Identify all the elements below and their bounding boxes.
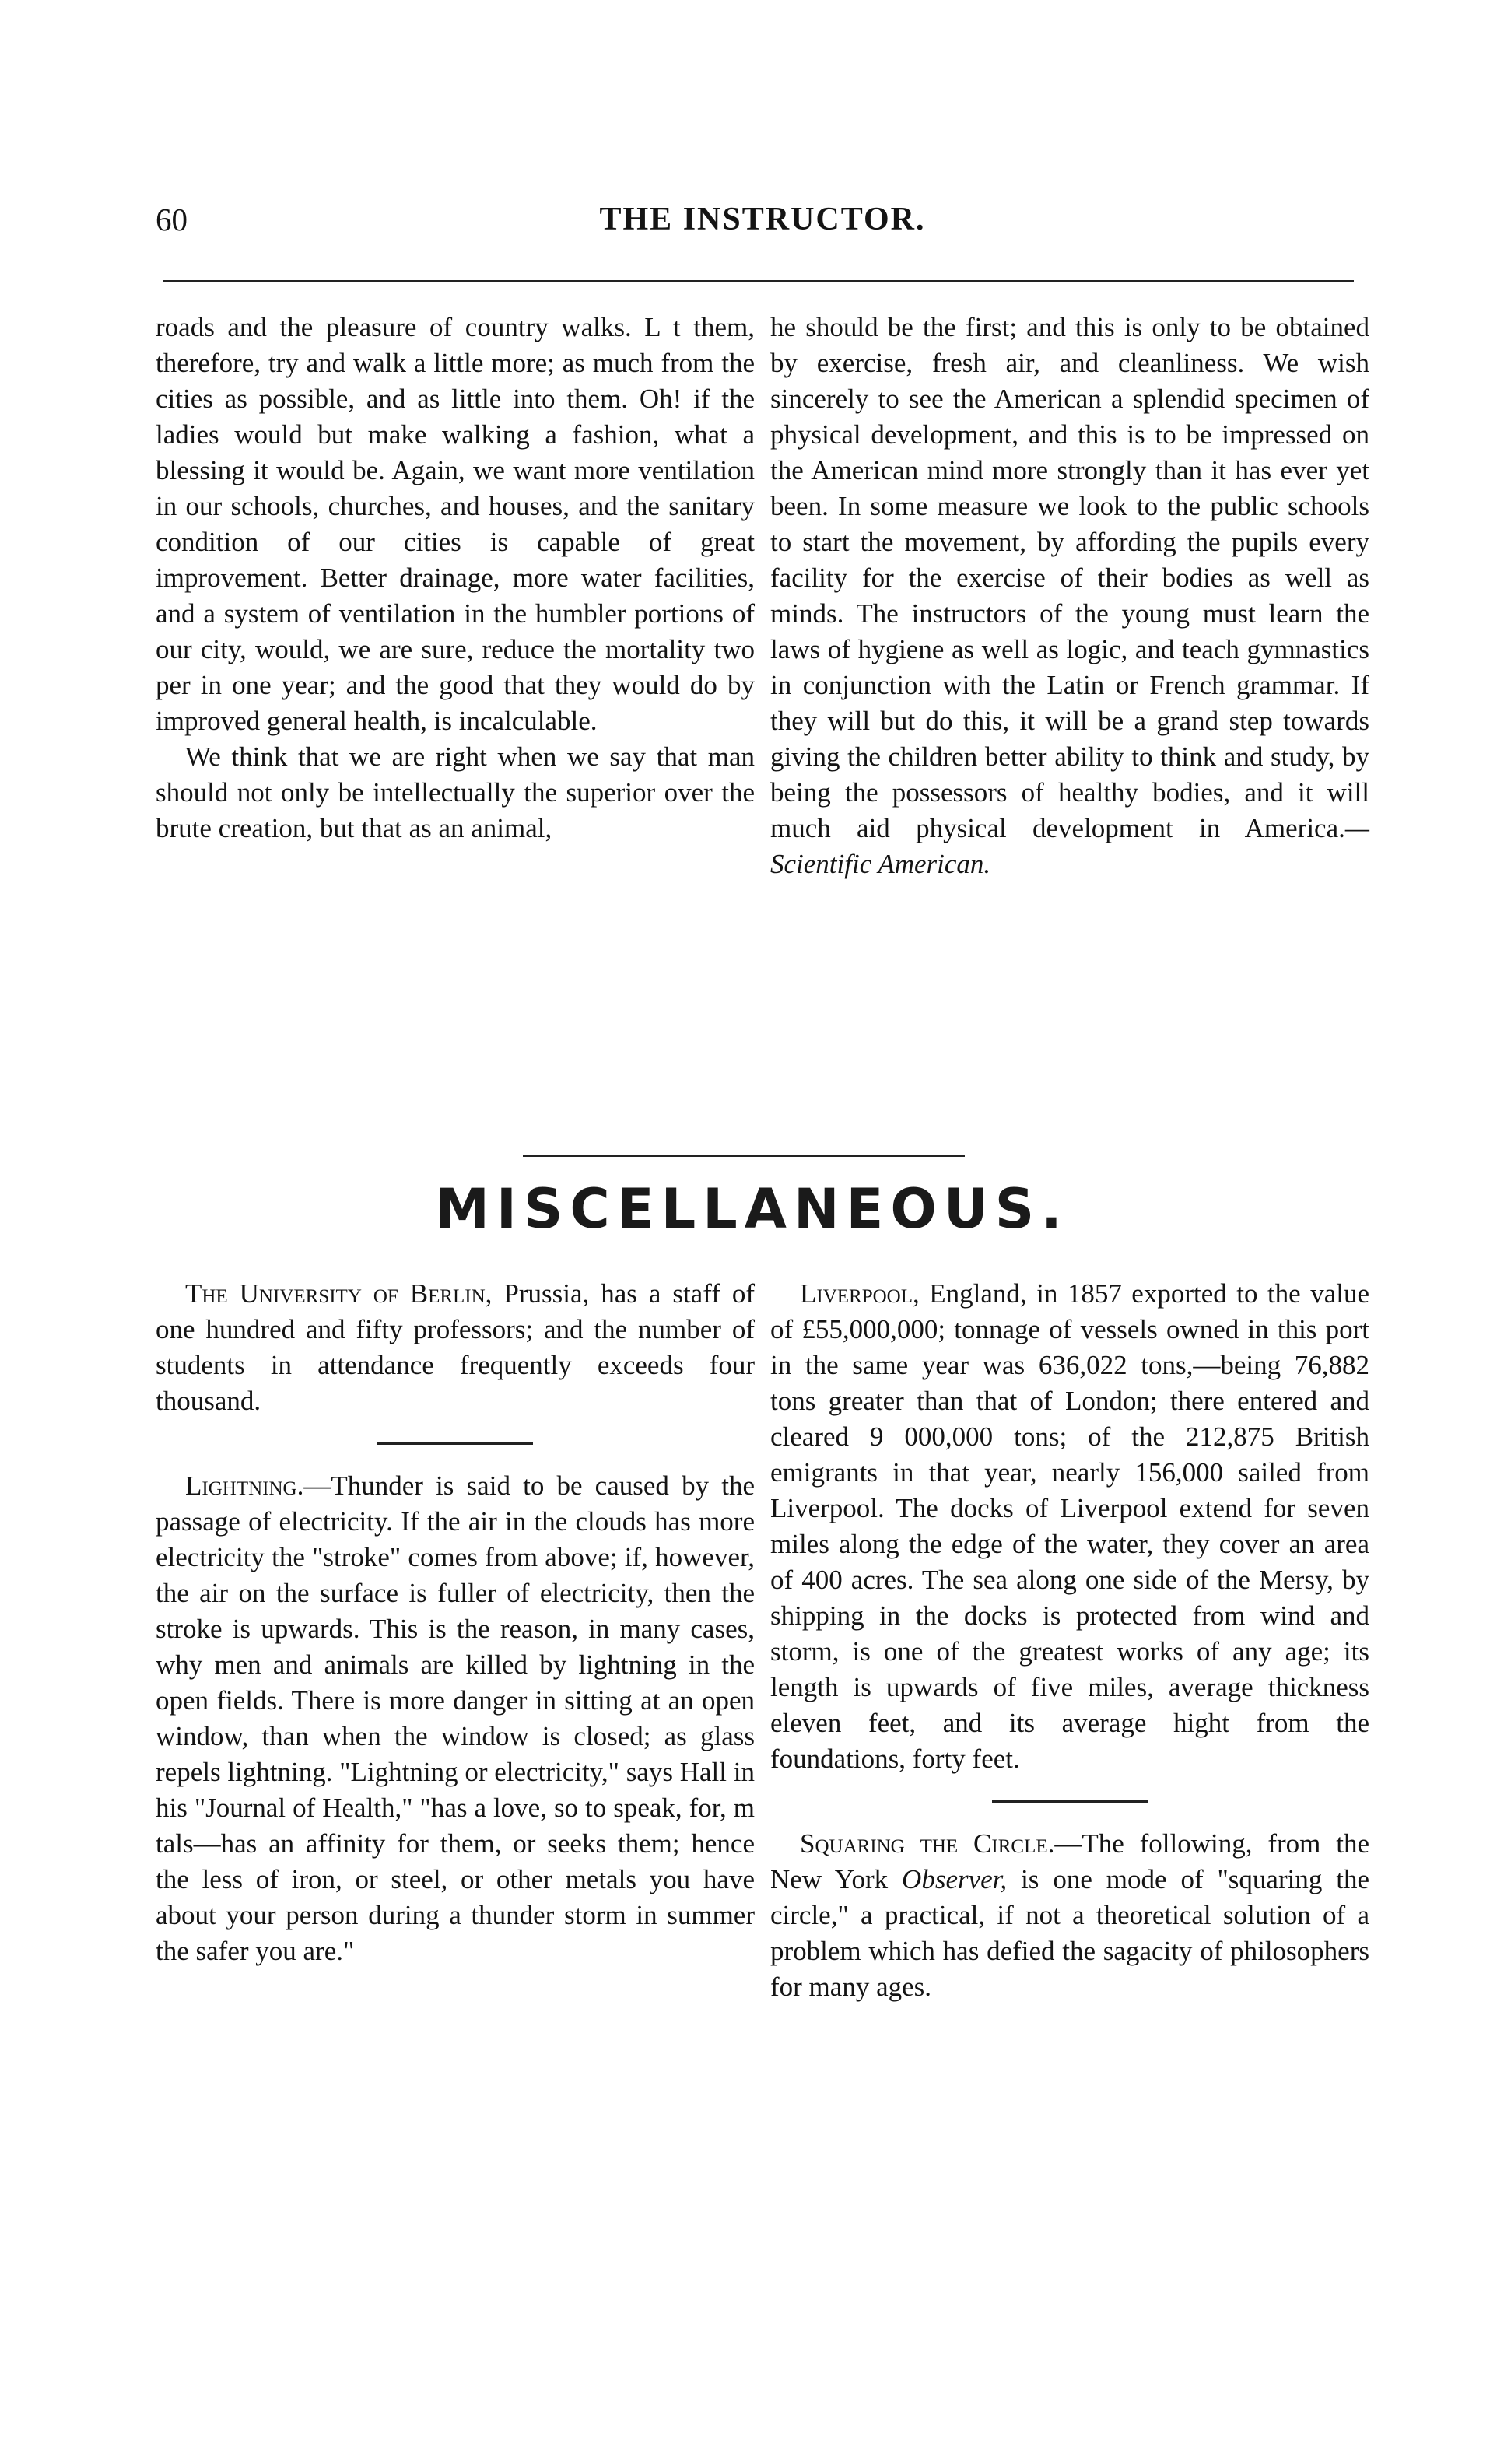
item-body: Prussia, has a staff of one hundred and fifty professors; and the number of students in attendance frequently exceeds four thousand.	[156, 1278, 755, 1416]
item-liverpool	[770, 1276, 1369, 1777]
article-paragraph-continued	[770, 310, 1369, 882]
item-heading: The University of Berlin,	[185, 1278, 493, 1309]
page-number: 60	[156, 202, 188, 237]
item-body: is one mode of "squaring the circle," a practical, if not a theoretical solution of a problem which has defied the sagacity of philosophers for many ages.	[770, 1864, 1370, 2002]
section-heading: MISCELLANEOUS.	[435, 1177, 1069, 1241]
publication-name: Observer,	[902, 1864, 1008, 1894]
item-body: England, in 1857 exported to the value of £55,000,000; tonnage of vessels owned in this port in the same year was 636,022 tons,—being 76,882 tons greater than that of London; there entered and cleared 9 000,000 tons; of the 212,875 British emigrants in that year, nearly 156,000 sailed from Liverpool. The docks of Liverpool extend for seven miles along the edge of the water, they cover an area of 400 acres. The sea along one side of the Mersy, by shipping in the docks is protected from wind and storm, is one of the greatest works of any age; its length is upwards of five miles, average thickness eleven feet, and its average hight from the foundations, forty feet.	[770, 1278, 1369, 1774]
article-paragraph: roads and the pleasure of country walks. L t them, therefore, try and walk a little more; as much from the cities as possible, and as little into them. Oh! if the ladies would but make walking a fashion, what a blessing it would be. Again, we want more ventilation in our schools, churches, and houses, and the sanitary condition of our cities is capable of great improvement. Better drainage, more water facilities, and a system of ventilation in the humbler portions of our city, would, we are sure, reduce the mortality two per in one year; and the good that they would do by improved general health, is incalculable.	[156, 312, 755, 736]
header-rule	[163, 280, 1354, 282]
item-heading: Squaring the Circle.	[800, 1828, 1055, 1859]
article-paragraph: We think that we are right when we say that man should not only be intellectually the superior over the brute creation, but that as an animal,	[156, 741, 755, 843]
item-body: —The following, from the New York	[770, 1828, 1369, 1894]
item-heading: Lightning.	[185, 1470, 304, 1501]
item-divider	[992, 1800, 1148, 1803]
article-right-column	[770, 310, 1369, 882]
item-heading: Liverpool,	[800, 1278, 920, 1309]
running-title: THE INSTRUCTOR.	[599, 202, 926, 237]
item-berlin	[156, 1276, 755, 1419]
article-text: he should be the first; and this is only to be obtained by exercise, fresh air, and cleanliness. We wish sincerely to see the American a splendid specimen of physical development, and this is to be impressed on the American mind more strongly than it has ever yet been. In some measure we look to the public schools to start the movement, by affording the pupils every facility for the exercise of their bodies as well as minds. The instructors of the young must learn the laws of hygiene as well as logic, and teach gymnastics in conjunction with the Latin or French grammar. If they will but do this, it will be a grand step towards giving the children better ability to think and study, by being the possessors of healthy bodies, and it will much aid physical development in America.	[770, 312, 1369, 843]
item-squaring-circle	[770, 1826, 1369, 2005]
item-lightning	[156, 1468, 755, 1969]
article-source: —Scientific American.	[770, 813, 1369, 879]
item-body: —Thunder is said to be caused by the passage of electricity. If the air in the clouds has more electricity the "stroke" comes from above; if, however, the air on the surface is fuller of electricity, then the stroke is upwards. This is the reason, in many cases, why men and animals are killed by lightning in the open fields. There is more danger in sitting at an open window, than when the window is closed; as glass repels lightning. "Lightning or electricity," says Hall in his "Journal of Health," "has a love, so to speak, for, m tals—has an affinity for them, or seeks them; hence the less of iron, or steel, or other metals you have about your person during a thunder storm in summer the safer you are."	[156, 1470, 755, 1966]
article-left-column	[156, 310, 755, 846]
item-divider	[377, 1442, 533, 1445]
section-rule	[523, 1155, 965, 1157]
miscellany-left-column	[156, 1276, 755, 1969]
page-header	[156, 201, 1369, 247]
miscellany-right-column	[770, 1276, 1369, 2005]
